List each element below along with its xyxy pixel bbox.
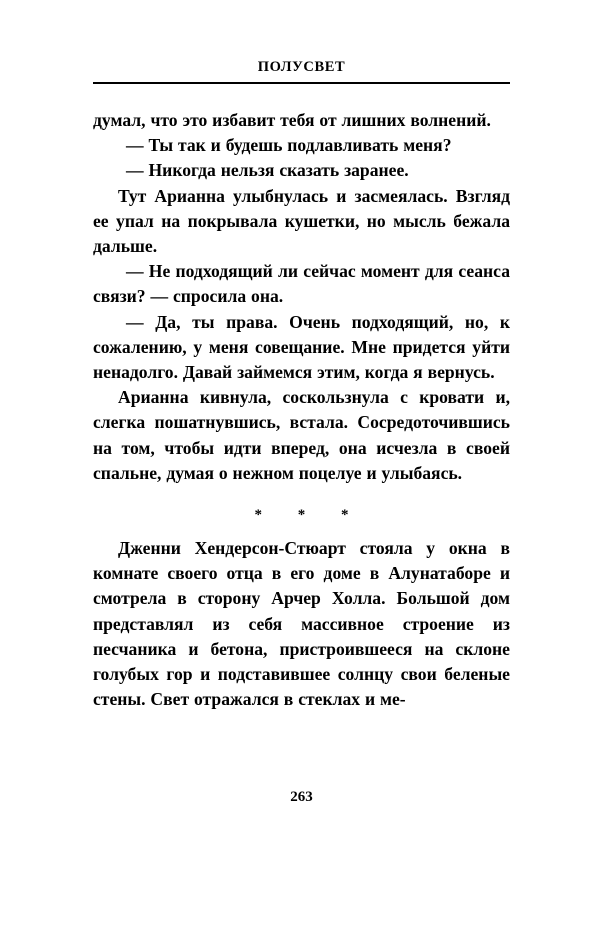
header-rule	[93, 82, 510, 84]
section-divider-asterisks: * * *	[254, 507, 365, 524]
dialogue-line: — Не подходящий ли сейчас момент для сеанса связи? — спросила она.	[93, 261, 510, 307]
paragraph-continuation: думал, что это избавит тебя от лишних волнений.	[93, 110, 491, 130]
body-text-column	[93, 108, 510, 712]
dialogue-line: — Ты так и будешь подлавливать меня?	[126, 135, 452, 156]
running-head-title: ПОЛУСВЕТ	[257, 59, 346, 75]
body-paragraph: Дженни Хендерсон-Стюарт стояла у окна в комнате своего отца в его доме в Алунатаборе и смотрела в сторону Арчер Холла. Большой дом представлял из себя массивное строение из песчаника и бетона, пристроившееся на склоне голубых гор и подставившее солнцу свои беленые стены. Свет отражался в стеклах и ме-	[93, 538, 510, 710]
body-paragraph: Тут Арианна улыбнулась и засмеялась. Взгляд ее упал на покрывала кушетки, но мысль бежала дальше.	[93, 185, 510, 257]
body-paragraph: Арианна кивнула, соскользнула с кровати и, слегка пошатнувшись, встала. Сосредоточившись на том, чтобы идти вперед, она исчезла в своей спальне, думая о нежном поцелуе и улыбаясь.	[93, 387, 510, 483]
page-header	[93, 60, 510, 84]
dialogue-line: — Никогда нельзя сказать заранее.	[126, 160, 409, 181]
page-number: 263	[290, 789, 313, 805]
dialogue-line: — Да, ты права. Очень подходящий, но, к сожалению, у меня совещание. Мне придется уйти ненадолго. Давай займемся этим, когда я вернусь.	[93, 311, 510, 383]
